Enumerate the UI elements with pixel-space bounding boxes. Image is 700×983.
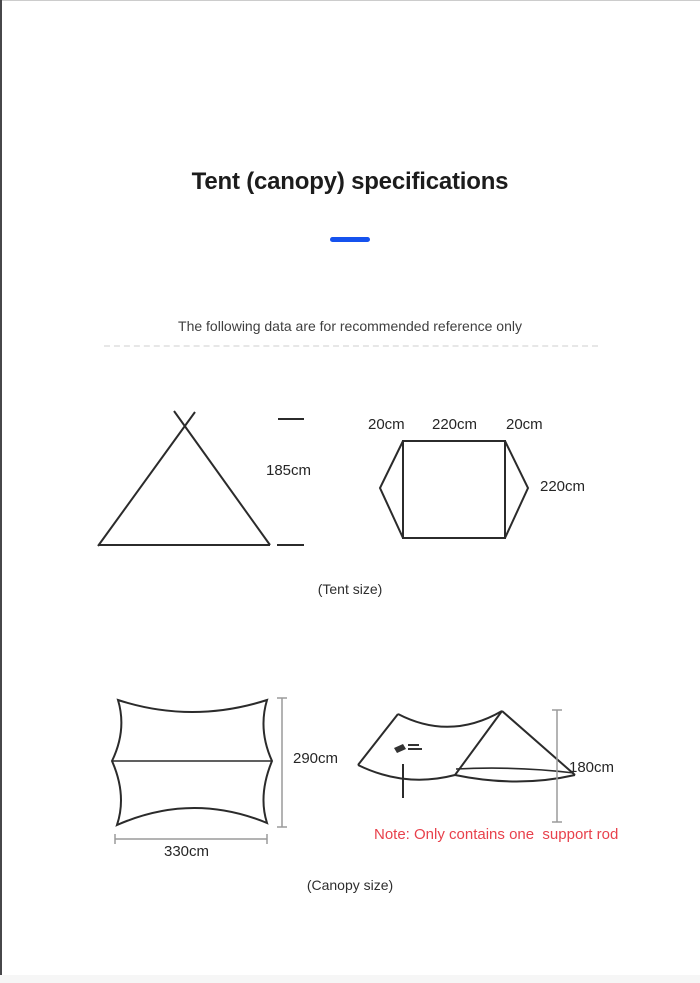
tent-top-view-drawing <box>370 435 540 545</box>
canopy-depth-label: 290cm <box>293 750 339 767</box>
faded-separator <box>104 345 598 347</box>
tent-left-wing-label: 20cm <box>368 416 405 433</box>
accent-divider <box>330 237 370 242</box>
canopy-size-caption: (Canopy size) <box>306 877 394 893</box>
tent-size-caption: (Tent size) <box>317 581 383 597</box>
reference-note: The following data are for recommended reference only <box>178 318 522 334</box>
page-title: Tent (canopy) specifications <box>191 168 509 195</box>
support-rod-note: Note: Only contains one support rod <box>374 826 619 843</box>
tent-height-label: 185cm <box>266 462 312 479</box>
tent-width-label: 220cm <box>432 416 478 433</box>
canopy-width-label: 330cm <box>164 843 210 860</box>
canopy-pole-height-label: 180cm <box>569 759 615 776</box>
tent-depth-label: 220cm <box>540 478 586 495</box>
page-bottom-band <box>0 975 700 983</box>
canopy-top-view-drawing <box>100 690 295 855</box>
tent-right-wing-label: 20cm <box>506 416 543 433</box>
page-top-border <box>0 0 700 1</box>
canopy-side-view-drawing <box>350 700 590 835</box>
brand-logo-icon <box>394 744 422 753</box>
tent-front-view-drawing <box>90 405 315 555</box>
page-left-border <box>0 0 2 983</box>
